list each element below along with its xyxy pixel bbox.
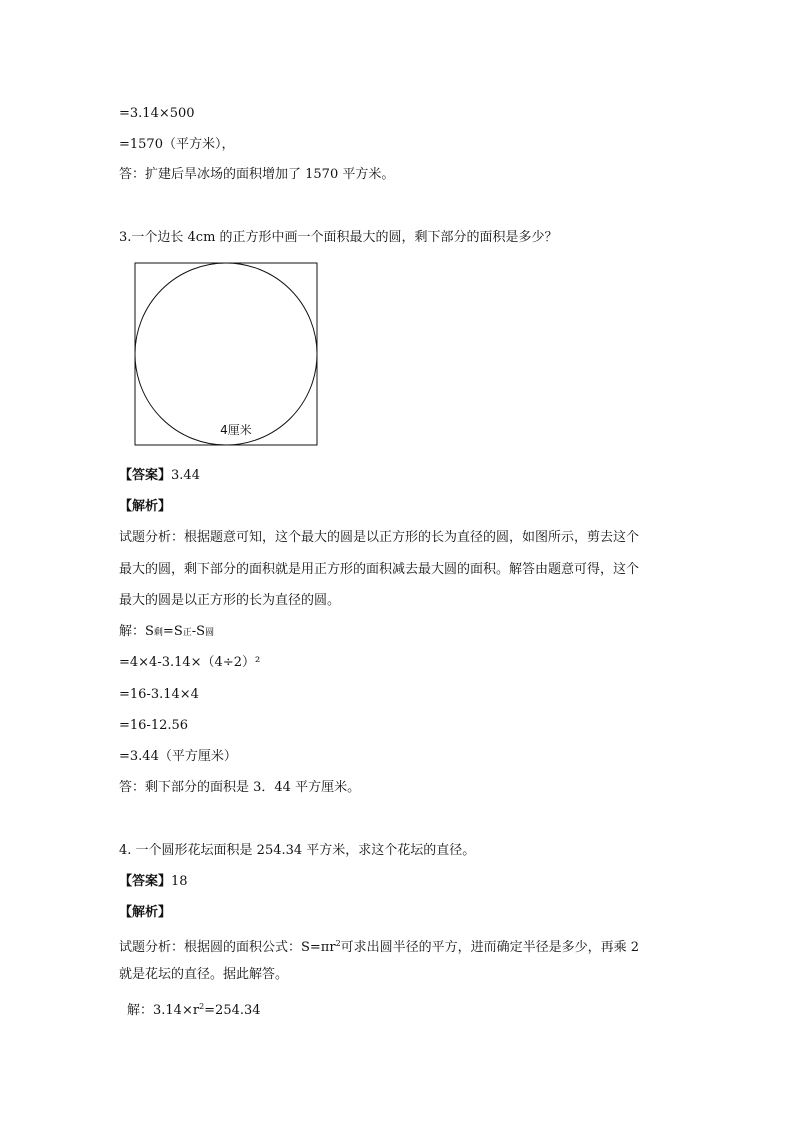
analysis-text <box>119 935 639 957</box>
analysis-text: 最大的圆，剩下部分的面积就是用正方形的面积减去最大圆的面积。解答由题意可得，这个 <box>119 562 640 577</box>
solution-line <box>127 998 261 1020</box>
calc-line: =3.14×500 <box>119 106 195 121</box>
superscript: 2 <box>199 1002 205 1011</box>
answer-4 <box>119 873 188 891</box>
circle-shape <box>135 263 317 445</box>
answer-line: 答：扩建后旱冰场的面积增加了 1570 平方米。 <box>119 167 395 182</box>
solution-text: 解：S <box>119 624 154 639</box>
solution-line <box>119 623 214 642</box>
calc-line: =1570（平方米）， <box>119 137 235 152</box>
square-circle-figure <box>134 262 320 448</box>
figure-label: 4厘米 <box>220 423 252 437</box>
analysis-heading: 【解析】 <box>119 905 172 920</box>
answer-value: 18 <box>171 874 188 889</box>
answer-line: 答：剩下部分的面积是 3．44 平方厘米。 <box>119 780 361 795</box>
subscript: 剩 <box>153 628 163 638</box>
analysis-text: 就是花坛的直径。据此解答。 <box>119 967 289 982</box>
calc-line: =16-12.56 <box>119 718 189 733</box>
question-3: 3.一个边长 4cm 的正方形中画一个面积最大的圆，剩下部分的面积是多少？ <box>119 230 558 245</box>
calc-line: =4×4-3.14×（4÷2）² <box>119 655 261 670</box>
square-shape <box>135 263 317 445</box>
analysis-text: 试题分析：根据题意可知，这个最大的圆是以正方形的长为直径的圆，如图所示，剪去这个 <box>119 530 640 545</box>
solution-text: 解：3.14×r <box>127 1003 200 1018</box>
calc-line: =16-3.14×4 <box>119 687 199 702</box>
analysis-text-part: 试题分析：根据圆的面积公式：S=πr <box>119 940 336 955</box>
answer-label: 【答案】 <box>119 468 172 483</box>
solution-text: -S <box>191 624 206 639</box>
subscript: 正 <box>182 628 192 638</box>
answer-value: 3.44 <box>171 468 200 483</box>
question-4: 4. 一个圆形花坛面积是 254.34 平方米，求这个花坛的直径。 <box>119 843 476 858</box>
solution-text: =S <box>162 624 183 639</box>
superscript: 2 <box>335 939 341 948</box>
solution-text: =254.34 <box>204 1003 261 1018</box>
answer-label: 【答案】 <box>119 874 172 889</box>
analysis-heading: 【解析】 <box>119 499 172 514</box>
subscript: 圆 <box>205 628 215 638</box>
calc-line: =3.44（平方厘米） <box>119 749 237 764</box>
answer-3 <box>119 467 200 485</box>
analysis-text-part: 可求出圆半径的平方，进而确定半径是多少，再乘 2 <box>340 940 640 955</box>
analysis-text: 最大的圆是以正方形的长为直径的圆。 <box>119 593 341 608</box>
